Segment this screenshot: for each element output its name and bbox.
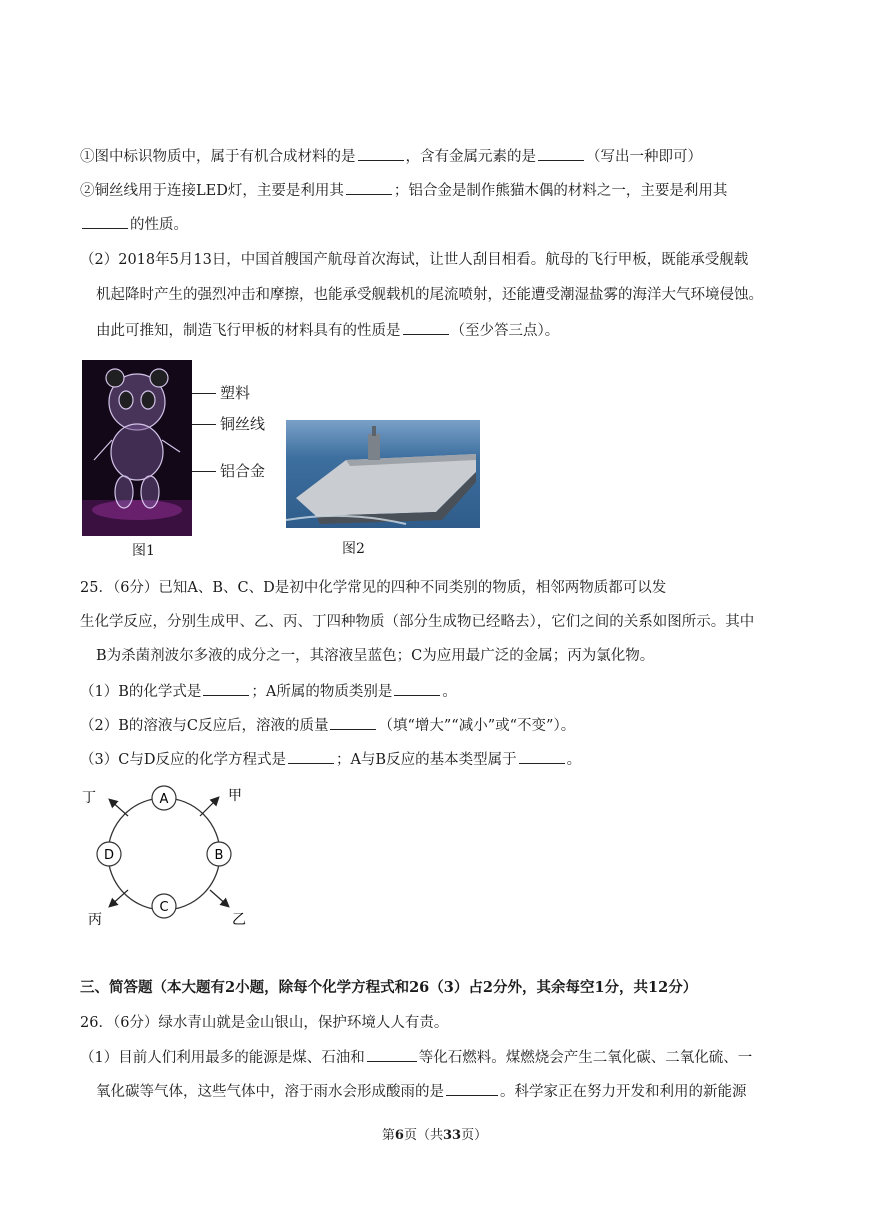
q25-sub-1: （1）B的化学式是 ；A所属的物质类别是 。: [80, 681, 457, 702]
node-c: [152, 894, 176, 918]
svg-text:A: A: [159, 792, 169, 807]
product-jia: 甲: [228, 788, 242, 804]
q24-line-3: 的性质。: [80, 214, 188, 235]
answer-blank[interactable]: [367, 1047, 417, 1062]
node-b: [207, 842, 231, 866]
answer-blank[interactable]: [446, 1081, 498, 1096]
arrow-to-ding: [110, 800, 128, 816]
page-footer: 第6页（共33页）: [381, 1128, 488, 1143]
figure-2-label: 图2: [342, 541, 365, 557]
svg-text:C: C: [159, 900, 169, 915]
q26-p1-line-2: 氧化碳等气体，这些气体中，溶于雨水会形成酸雨的是 。科学家正在努力开发和利用的新能源: [96, 1081, 747, 1102]
arrow-to-yi: [210, 890, 228, 906]
q24-line-1: ①图中标识物质中，属于有机合成材料的是 ，含有金属元素的是 （写出一种即可）: [80, 146, 702, 167]
answer-blank[interactable]: [358, 146, 404, 161]
page-number: 6: [394, 1128, 404, 1143]
callout-copper-wire: 铜丝线: [220, 415, 266, 433]
answer-blank[interactable]: [346, 180, 392, 195]
node-a: [152, 786, 176, 810]
q25-line-1: 25．（6分）已知A、B、C、D是初中化学常见的四种不同类别的物质，相邻两物质都可以发: [80, 580, 667, 596]
reaction-cycle-diagram: [76, 782, 256, 932]
answer-blank[interactable]: [330, 715, 376, 730]
callout-aluminum-alloy: 铝合金: [220, 462, 266, 480]
callout-line: [192, 471, 216, 472]
section-3-heading: 三、简答题（本大题有2小题，除每个化学方程式和26（3）占2分外，其余每空1分，共12分）: [80, 979, 698, 996]
answer-blank[interactable]: [82, 214, 128, 229]
svg-text:D: D: [103, 848, 115, 863]
q26-line-1: 26．（6分）绿水青山就是金山银山，保护环境人人有责。: [80, 1015, 449, 1031]
q25-line-3: B为杀菌剂波尔多液的成分之一，其溶液呈蓝色；C为应用最广泛的金属；丙为氯化物。: [96, 648, 655, 664]
answer-blank[interactable]: [288, 749, 334, 764]
node-d: [97, 842, 121, 866]
answer-blank[interactable]: [519, 749, 565, 764]
callout-line: [192, 393, 216, 394]
product-ding: 丁: [82, 790, 96, 806]
q25-sub-3: （3）C与D反应的化学方程式是 ；A与B反应的基本类型属于 。: [80, 749, 581, 770]
q25-sub-2: （2）B的溶液与C反应后，溶液的质量 （填“增大”“减小”或“不变”）。: [80, 715, 575, 736]
answer-blank[interactable]: [538, 146, 584, 161]
q24-p2-line-2: 机起降时产生的强烈冲击和摩擦，也能承受舰载机的尾流喷射，还能遭受潮湿盐雾的海洋大气环境侵蚀。: [96, 287, 763, 303]
page-total: 33: [442, 1128, 462, 1143]
q24-p2-line-1: （2）2018年5月13日，中国首艘国产航母首次海试，让世人刮目相看。航母的飞行甲板，既能承受舰载: [80, 252, 749, 268]
q24-p2-line-3: 由此可推知，制造飞行甲板的材料具有的性质是 （至少答三点）。: [96, 320, 559, 341]
answer-blank[interactable]: [394, 681, 440, 696]
product-bing: 丙: [88, 912, 102, 928]
answer-blank[interactable]: [203, 681, 249, 696]
callout-plastic: 塑料: [220, 384, 251, 402]
arrow-to-jia: [200, 798, 218, 816]
product-yi: 乙: [232, 912, 246, 928]
answer-blank[interactable]: [403, 320, 449, 335]
figure-1-label: 图1: [132, 543, 155, 559]
callout-line: [192, 424, 216, 425]
arrow-to-bing: [110, 890, 128, 906]
panda-puppet-photo: [82, 360, 192, 536]
q25-line-2: 生化学反应，分别生成甲、乙、丙、丁四种物质（部分生成物已经略去），它们之间的关系如图所示。其中: [80, 614, 755, 630]
svg-text:B: B: [214, 848, 224, 863]
q24-line-2: ②铜丝线用于连接LED灯，主要是利用其 ；铝合金是制作熊猫木偶的材料之一，主要是利用其: [80, 180, 727, 201]
q26-p1-line-1: （1）目前人们利用最多的能源是煤、石油和 等化石燃料。煤燃烧会产生二氧化碳、二氧化硫、一: [80, 1047, 752, 1068]
aircraft-carrier-photo: [286, 420, 480, 528]
